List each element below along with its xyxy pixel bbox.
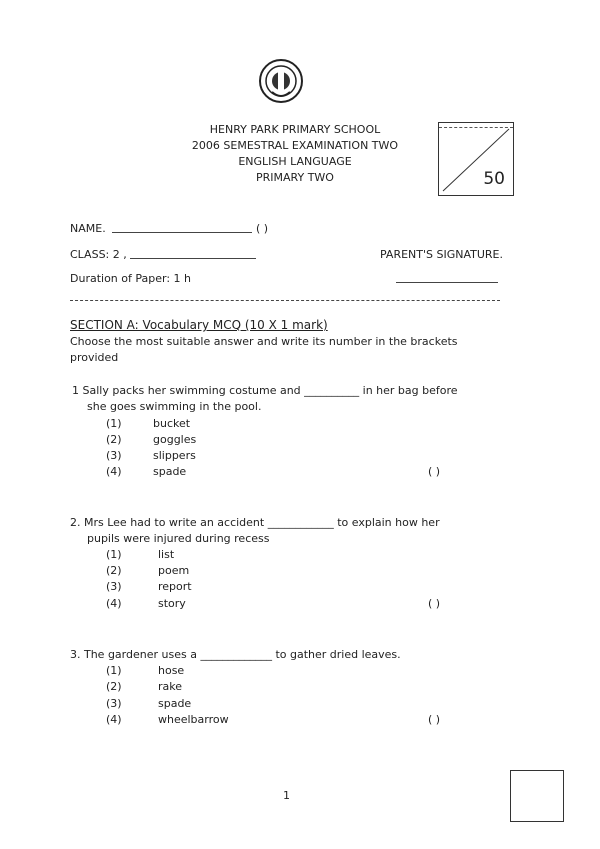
question-2-option-text: poem	[158, 564, 190, 577]
parent-signature-label: PARENT'S SIGNATURE.	[380, 248, 504, 261]
question-3-option-text: rake	[158, 680, 183, 693]
page-number: 1	[283, 789, 290, 802]
exam-title: 2006 SEMESTRAL EXAMINATION TWO	[191, 139, 399, 152]
question-2-option-text: report	[158, 580, 192, 593]
class-line[interactable]	[130, 258, 256, 259]
question-2-answer-bracket[interactable]: ( )	[428, 597, 441, 610]
instruction-line2: provided	[70, 351, 119, 364]
question-1-option-text: slippers	[153, 449, 196, 462]
question-1-answer-bracket[interactable]: ( )	[428, 465, 441, 478]
score-total: 50	[483, 169, 505, 189]
page-score-box	[510, 770, 564, 822]
question-1-option-text: goggles	[153, 433, 197, 446]
question-3-option-num: (3)	[106, 697, 122, 710]
question-2-option-num: (1)	[106, 548, 122, 561]
class-label: CLASS: 2 ,	[70, 248, 127, 261]
question-3-option-num: (1)	[106, 664, 122, 677]
question-3-answer-bracket[interactable]: ( )	[428, 713, 441, 726]
question-3-option-text: wheelbarrow	[158, 713, 229, 726]
index-bracket: ( )	[256, 222, 269, 235]
school-name: HENRY PARK PRIMARY SCHOOL	[209, 123, 381, 136]
name-line[interactable]	[112, 232, 252, 233]
level-title: PRIMARY TWO	[256, 171, 334, 184]
subject-title: ENGLISH LANGUAGE	[238, 155, 352, 168]
question-1-option-text: bucket	[153, 417, 191, 430]
question-2-stem-line1: 2. Mrs Lee had to write an accident ____________ to explain how her	[70, 516, 440, 529]
section-heading: SECTION A: Vocabulary MCQ (10 X 1 mark)	[70, 318, 328, 332]
school-crest-logo	[258, 58, 304, 104]
question-2-option-text: story	[158, 597, 186, 610]
question-2-stem-line2: pupils were injured during recess	[87, 532, 270, 545]
question-1-option-num: (4)	[106, 465, 122, 478]
separator-line	[70, 300, 500, 301]
question-1-option-num: (1)	[106, 417, 122, 430]
question-2-option-num: (2)	[106, 564, 122, 577]
instruction-line1: Choose the most suitable answer and write its number in the brackets	[70, 335, 458, 348]
question-1-stem-line1: 1 Sally packs her swimming costume and __________ in her bag before	[72, 384, 458, 397]
question-3-stem-line1: 3. The gardener uses a _____________ to gather dried leaves.	[70, 648, 401, 661]
question-1-option-text: spade	[153, 465, 187, 478]
question-1-stem-line2: she goes swimming in the pool.	[87, 400, 262, 413]
question-2-option-num: (4)	[106, 597, 122, 610]
duration-label: Duration of Paper: 1 h	[70, 272, 191, 285]
question-3-option-num: (4)	[106, 713, 122, 726]
signature-line[interactable]	[396, 282, 498, 283]
question-1-option-num: (2)	[106, 433, 122, 446]
question-3-option-num: (2)	[106, 680, 122, 693]
question-2-option-num: (3)	[106, 580, 122, 593]
question-1-option-num: (3)	[106, 449, 122, 462]
question-3-option-text: hose	[158, 664, 185, 677]
question-3-option-text: spade	[158, 697, 192, 710]
name-label: NAME.	[70, 222, 106, 235]
score-box	[438, 122, 514, 196]
question-2-option-text: list	[158, 548, 175, 561]
